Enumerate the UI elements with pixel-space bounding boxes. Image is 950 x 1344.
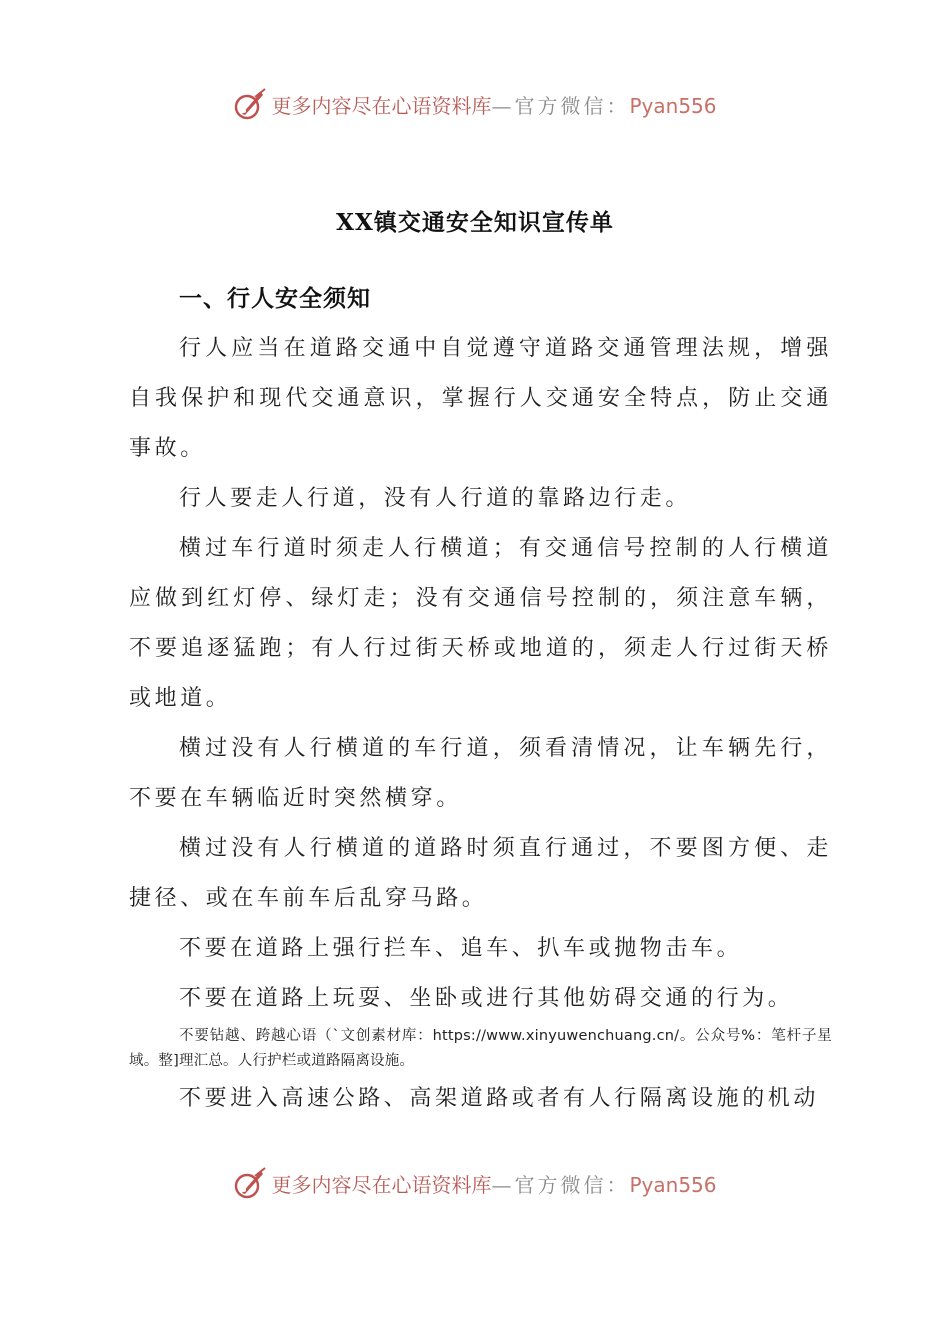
watermark-text-part-2: —官方微信： (491, 1172, 630, 1197)
watermark-text-part-1: 更多内容尽在心语资料库 (271, 93, 492, 118)
watermark-text-part-1: 更多内容尽在心语资料库 (271, 1172, 492, 1197)
watermark-text (271, 90, 716, 119)
paragraph-crosswalk: 横过车行道时须走人行横道；有交通信号控制的人行横道应做到红灯停、绿灯走；没有交通信号控制的，须注意车辆，不要追逐猛跑；有人行过街天桥或地道的，须走人行过街天桥或地道。 (129, 536, 832, 711)
document-title: XX镇交通安全知识宣传单 (336, 209, 614, 236)
paragraph-straight-crossing: 横过没有人行横道的道路时须直行通过，不要图方便、走捷径、或在车前车后乱穿马路。 (129, 836, 832, 911)
paragraph-no-highway: 不要进入高速公路、高架道路或者有人行隔离设施的机动 (179, 1086, 820, 1111)
watermark-text (271, 1169, 716, 1198)
watermark-wechat-id: Pyan556 (629, 1172, 717, 1197)
paragraph-no-climbing: 不要钻越、跨越心语（`文创素材库：https://www.xinyuwenchuang.cn/。公众号%：笔杆子星域。整]理汇总。人行护栏或道路隔离设施。 (129, 1028, 832, 1069)
quill-pen-icon (233, 1166, 267, 1200)
watermark-wechat-id: Pyan556 (629, 93, 717, 118)
section-heading: 一、行人安全须知 (179, 285, 371, 312)
paragraph-no-crosswalk: 横过没有人行横道的车行道，须看清情况，让车辆先行，不要在车辆临近时突然横穿。 (129, 736, 832, 811)
document-body (129, 274, 832, 1124)
paragraph-sidewalk: 行人要走人行道，没有人行道的靠路边行走。 (179, 486, 692, 511)
header-watermark (0, 84, 950, 124)
quill-pen-icon (233, 87, 267, 121)
paragraph-intro: 行人应当在道路交通中自觉遵守道路交通管理法规，增强自我保护和现代交通意识，掌握行人交通安全特点，防止交通事故。 (129, 336, 832, 461)
watermark-text-part-2: —官方微信： (491, 93, 630, 118)
paragraph-no-car-chasing: 不要在道路上强行拦车、追车、扒车或抛物击车。 (179, 936, 743, 961)
footer-watermark (0, 1163, 950, 1203)
paragraph-no-playing: 不要在道路上玩耍、坐卧或进行其他妨碍交通的行为。 (179, 986, 794, 1011)
